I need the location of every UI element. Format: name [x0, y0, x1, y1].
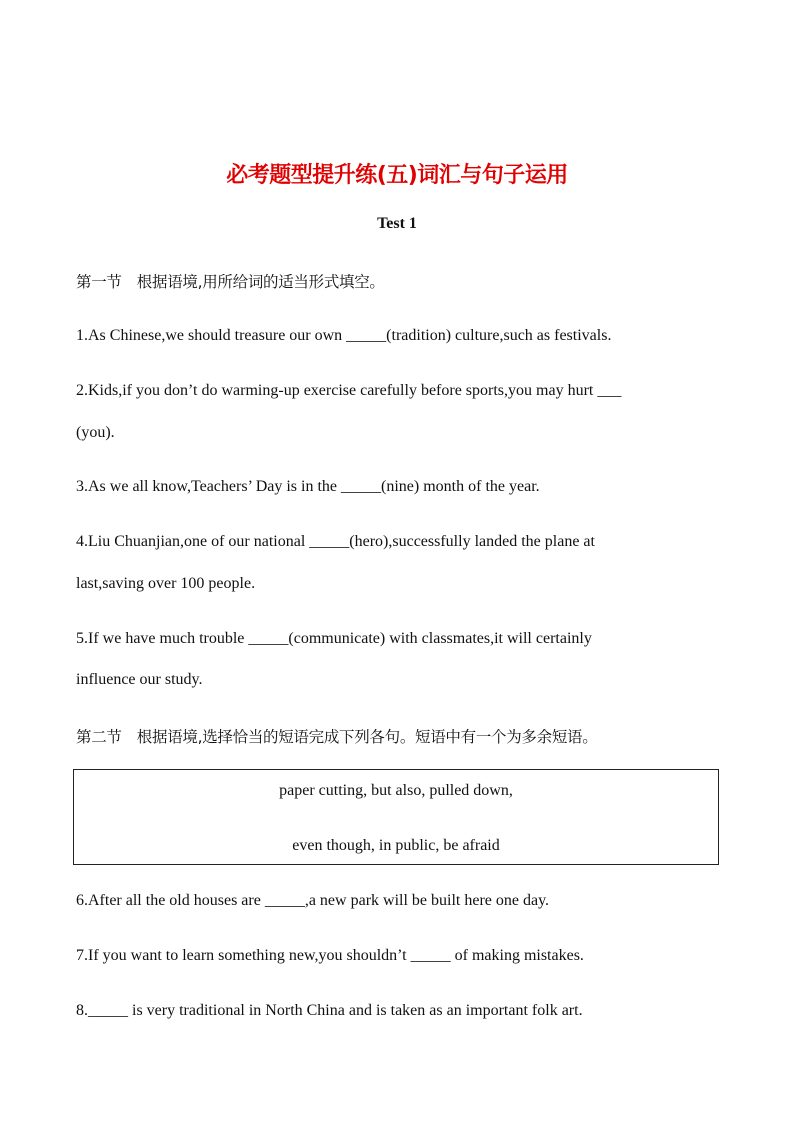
question-4-line-1: 4.Liu Chuanjian,one of our national _____(hero),successfully landed the plane at [76, 533, 595, 550]
question-4-line-2: last,saving over 100 people. [76, 575, 256, 592]
question-3: 3.As we all know,Teachers’ Day is in the _____(nine) month of the year. [76, 478, 540, 495]
question-1: 1.As Chinese,we should treasure our own _____(tradition) culture,such as festivals. [76, 327, 612, 344]
question-5-line-2: influence our study. [76, 671, 203, 688]
question-8: 8._____ is very traditional in North China and is taken as an important folk art. [76, 1002, 583, 1019]
section-2-instruction: 第二节 根据语境,选择恰当的短语完成下列各句。短语中有一个为多余短语。 [76, 728, 598, 746]
question-2-line-2: (you). [76, 424, 115, 441]
question-7: 7.If you want to learn something new,you shouldn’t _____ of making mistakes. [76, 947, 584, 964]
phrase-box-line-1: paper cutting, but also, pulled down, [279, 782, 513, 799]
phrase-box [73, 769, 719, 865]
question-6: 6.After all the old houses are _____,a new park will be built here one day. [76, 892, 550, 909]
section-1-instruction: 第一节 根据语境,用所给词的适当形式填空。 [76, 273, 385, 291]
phrase-box-line-2: even though, in public, be afraid [292, 837, 500, 854]
test-subtitle: Test 1 [377, 215, 417, 232]
question-5-line-1: 5.If we have much trouble _____(communicate) with classmates,it will certainly [76, 630, 592, 647]
page-title: 必考题型提升练(五)词汇与句子运用 [226, 163, 568, 188]
question-2-line-1: 2.Kids,if you don’t do warming-up exercise carefully before sports,you may hurt ___ [76, 382, 622, 399]
